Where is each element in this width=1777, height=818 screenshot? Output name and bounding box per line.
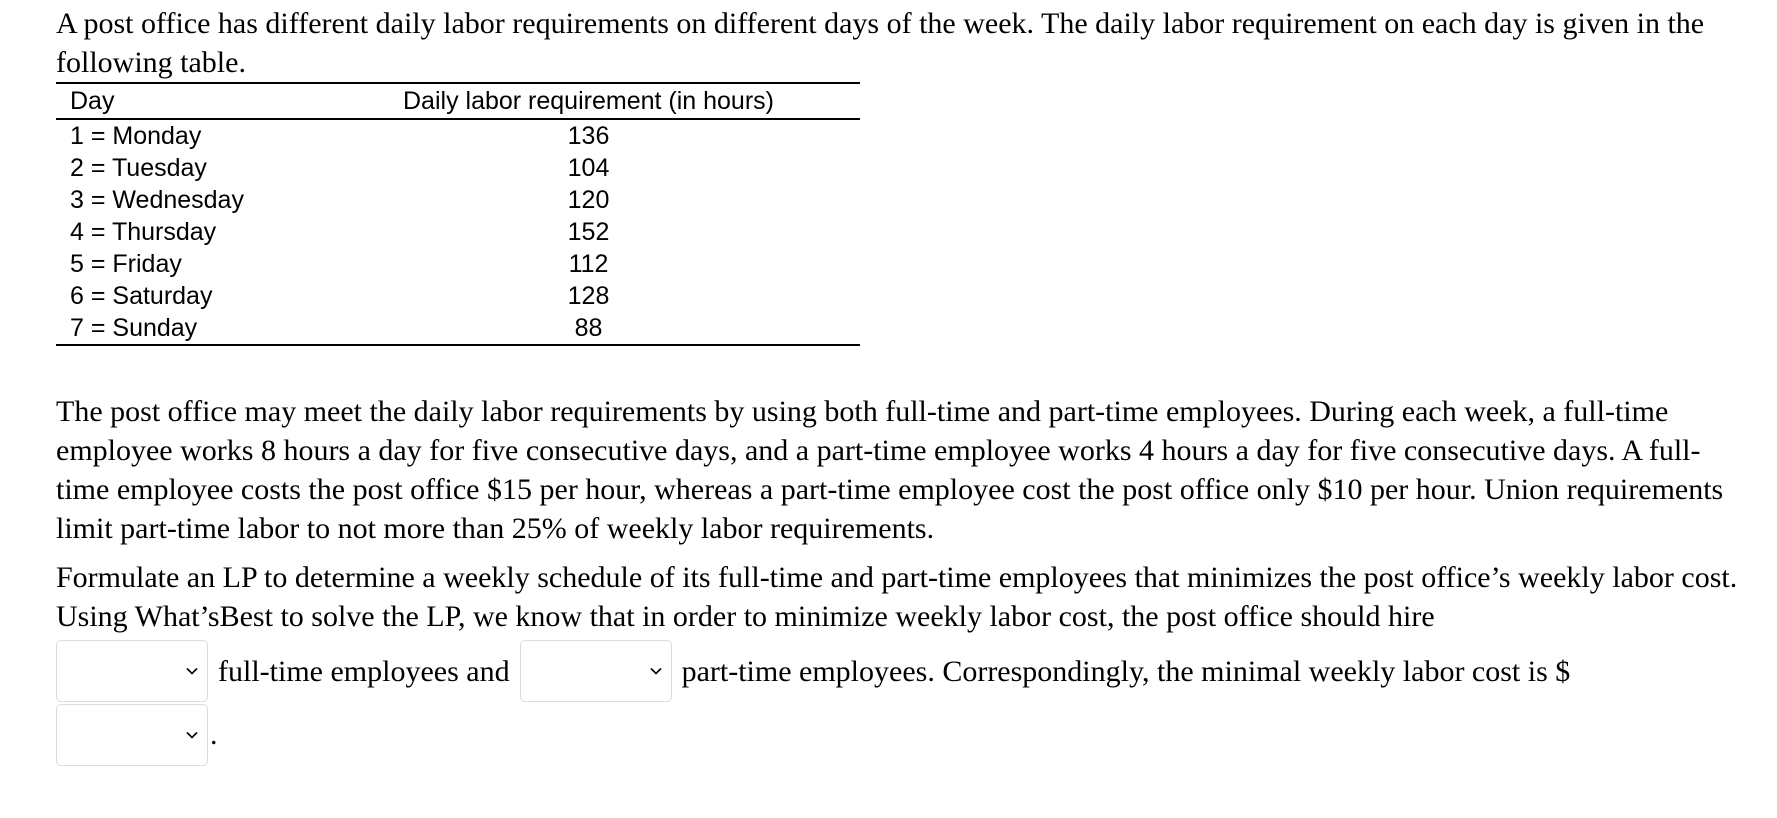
task-text: Formulate an LP to determine a weekly schedule of its full-time and part-time employees that minimizes the post office’s weekly labor cost. Using What’sBest to solve the LP, we know that in order to minimize weekly labor cost, the post office should hire (56, 561, 1738, 633)
day-cell: 4 = Thursday (70, 218, 217, 246)
requirement-cell: 112 (568, 250, 609, 278)
chevron-down-icon (185, 664, 199, 678)
requirement-cell: 104 (567, 154, 610, 182)
header-requirement: Daily labor requirement (in hours) (402, 83, 860, 119)
answer-text-full-time: full-time employees and (218, 654, 510, 688)
day-cell: 6 = Saturday (70, 282, 213, 310)
chevron-down-icon (649, 664, 663, 678)
full-time-employees-dropdown[interactable] (56, 640, 208, 702)
day-cell: 2 = Tuesday (70, 154, 207, 182)
requirement-cell: 136 (567, 122, 610, 150)
answer-period: . (210, 718, 218, 751)
requirement-cell: 88 (574, 314, 603, 342)
requirement-cell: 152 (567, 218, 610, 246)
table-row (56, 184, 860, 216)
answer-text-cost: part-time employees. Correspondingly, the minimal weekly labor cost is $ (681, 654, 1571, 688)
question-content (56, 4, 1746, 766)
table-row (56, 119, 860, 152)
answer-line (56, 640, 1746, 702)
day-cell: 7 = Sunday (70, 314, 198, 342)
requirement-cell: 120 (567, 186, 610, 214)
intro-text: A post office has different daily labor requirements on different days of the week. The daily labor requirement on each day is given in the following table. (56, 7, 1705, 79)
labor-requirement-table (56, 82, 860, 346)
table-row (56, 280, 860, 312)
weekly-cost-dropdown[interactable] (56, 704, 208, 766)
requirement-cell: 128 (567, 282, 610, 310)
day-cell: 1 = Monday (70, 122, 202, 150)
day-cell: 5 = Friday (70, 250, 182, 278)
spacer (56, 346, 1746, 392)
table-row (56, 216, 860, 248)
answer-line-cost (56, 704, 1746, 766)
chevron-down-icon (185, 728, 199, 742)
table-row (56, 312, 860, 345)
constraints-text: The post office may meet the daily labor requirements by using both full-time and part-time employees. During each week, a full-time employee works 8 hours a day for five consecutive days, and a part-time employee works 4 hours a day for five consecutive days. A full-time employee costs the post office $15 per hour, whereas a part-time employee cost the post office only $10 per hour. Union requirements limit part-time labor to not more than 25% of weekly labor requirements. (56, 395, 1724, 545)
part-time-employees-dropdown[interactable] (520, 640, 672, 702)
table-header-row (56, 83, 860, 119)
table-row (56, 248, 860, 280)
header-day: Day (56, 83, 402, 119)
table-row (56, 152, 860, 184)
day-cell: 3 = Wednesday (70, 186, 244, 214)
